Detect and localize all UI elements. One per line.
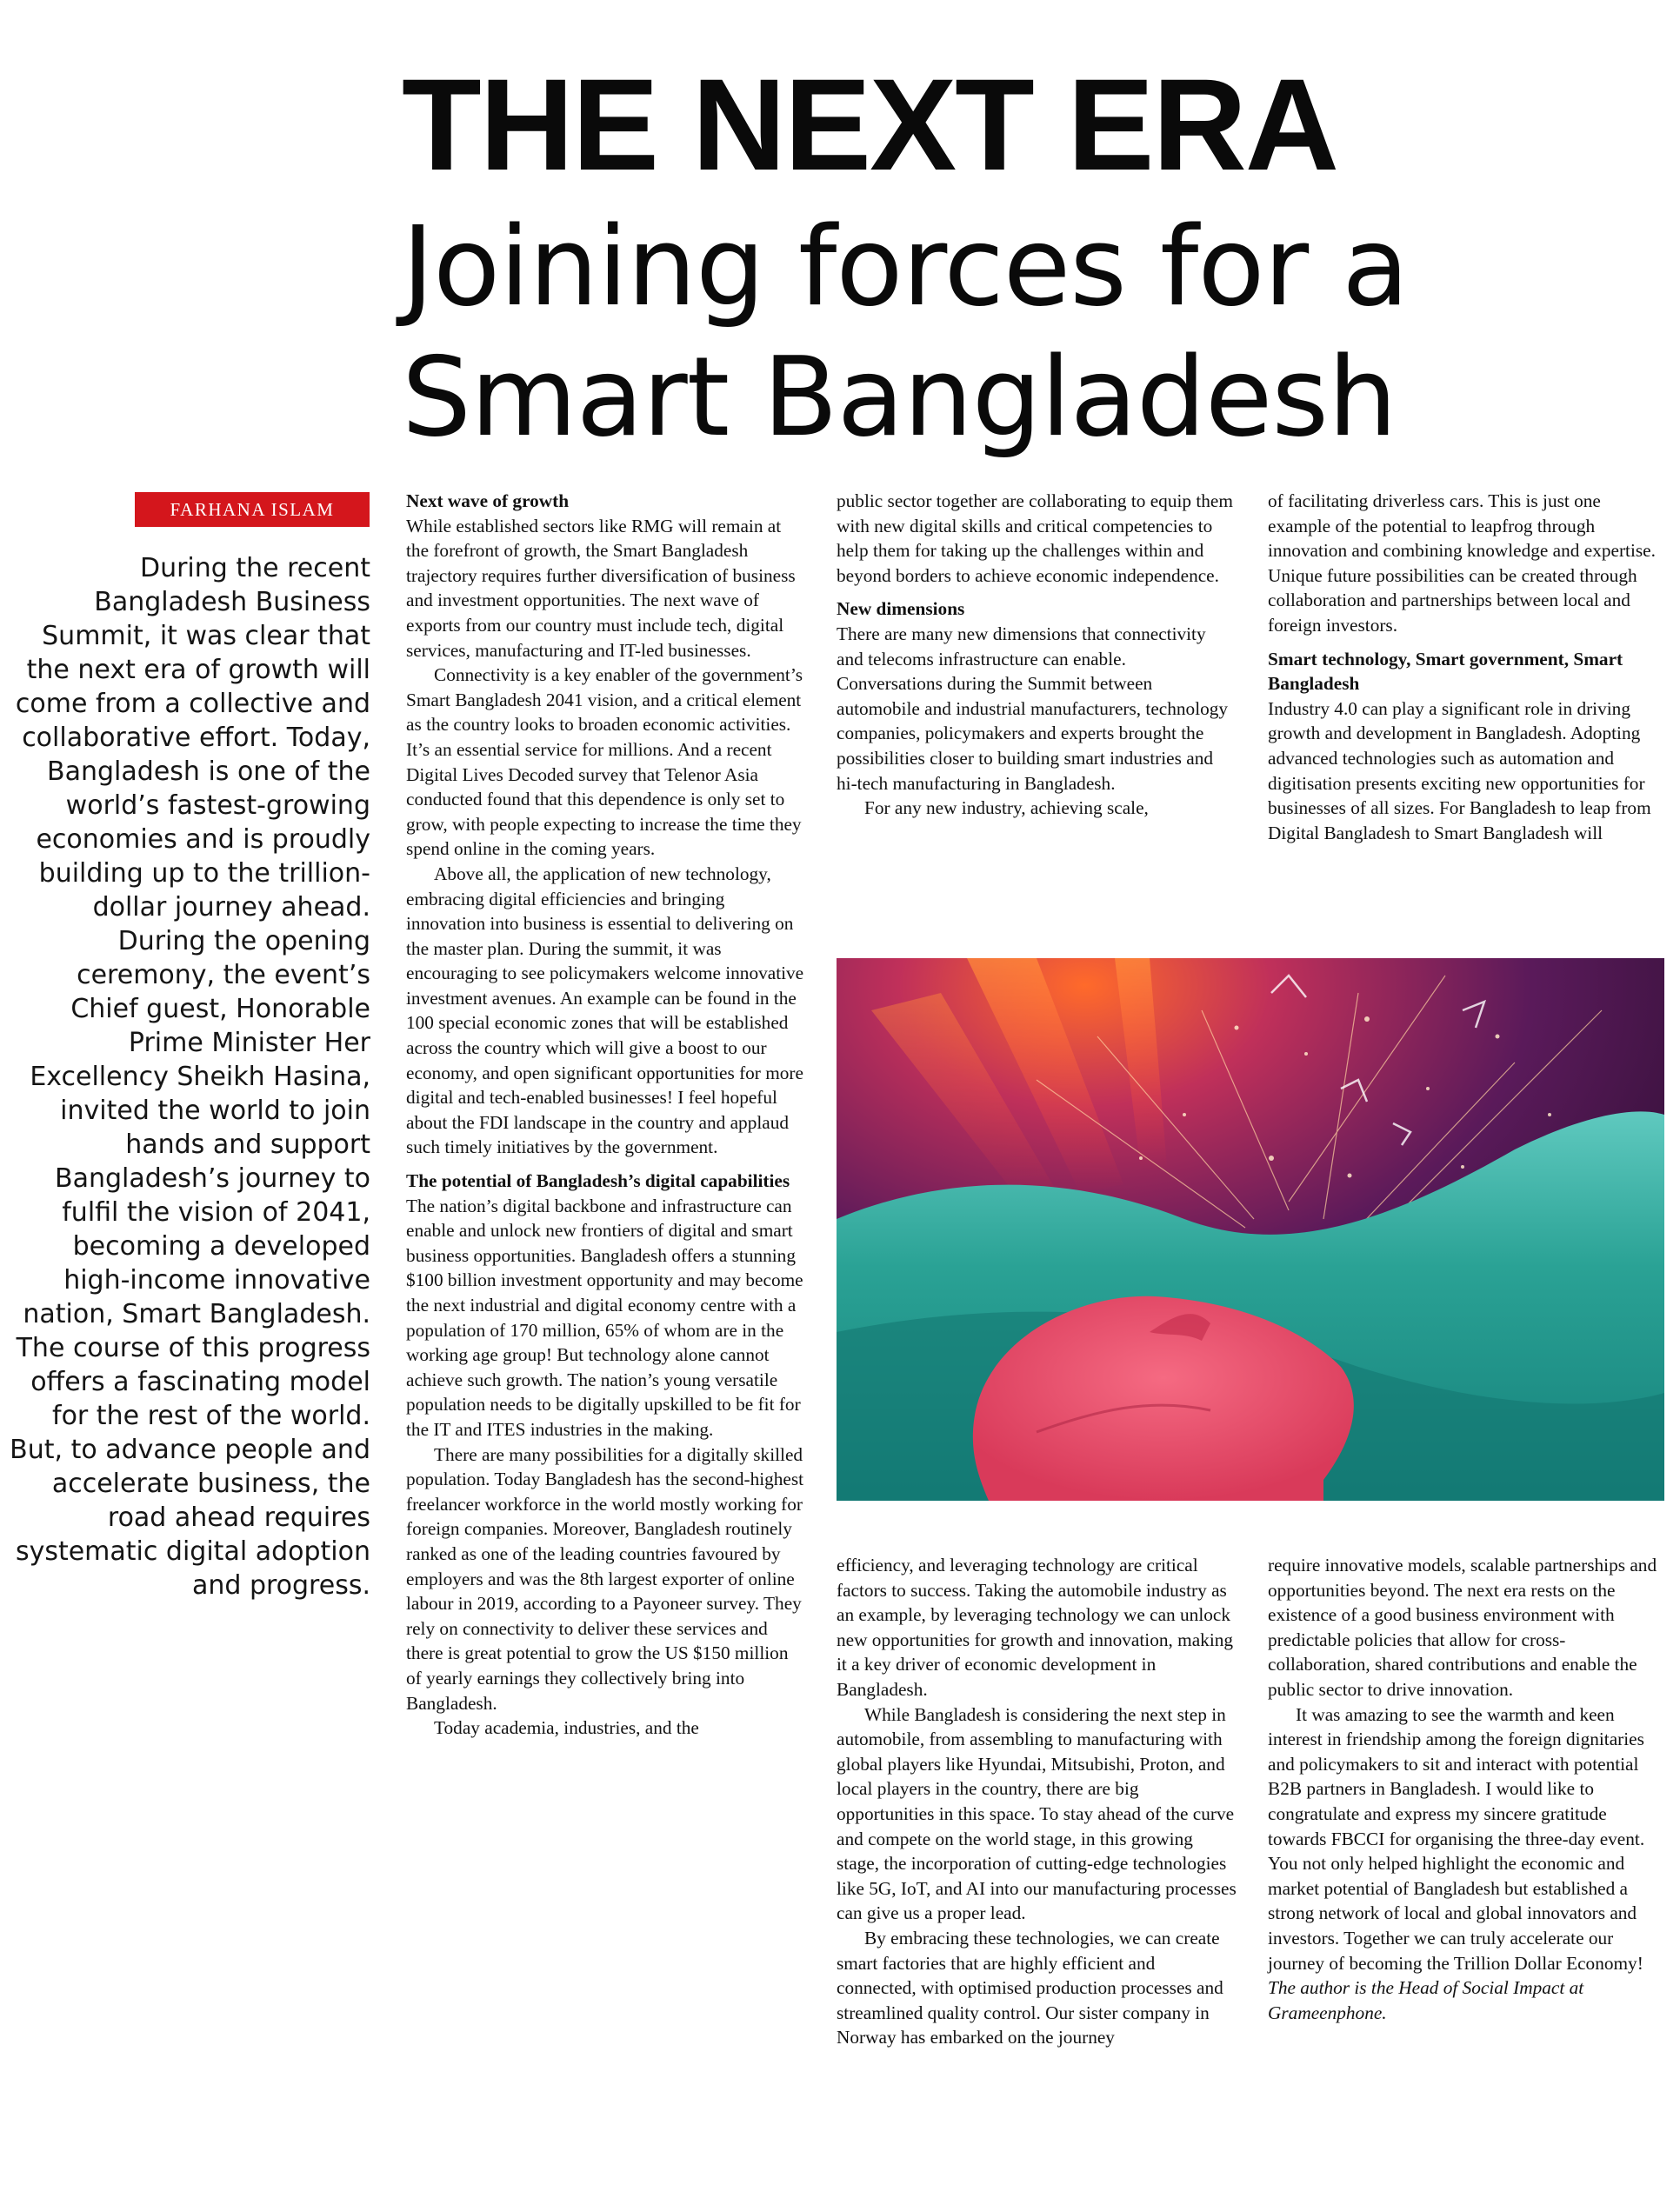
article-column-3-bottom xyxy=(1268,1553,1668,2025)
paragraph: Connectivity is a key enabler of the government’s Smart Bangladesh 2041 vision, and a critical element as the country looks to broaden economic activities. It’s an essential service for millions. And a recent Digital Lives Decoded survey that Telenor Asia conducted found that this dependence is only set to grow, with people expecting to increase the time they spend online in the coming years. xyxy=(406,664,803,860)
paragraph: of facilitating driverless cars. This is just one example of the potential to leapfrog through innovation and combining knowledge and expertise. Unique future possibilities can be created through collaboration and partnerships between local and foreign investors. xyxy=(1268,490,1656,636)
subhead-new-dimensions: New dimensions xyxy=(837,598,965,620)
paragraph: public sector together are collaborating to equip them with new digital skills and critical competencies to help them for taking up the challenges within and beyond borders to achieve economic independence. xyxy=(837,490,1233,586)
headline-line-1: Joining forces for a xyxy=(402,203,1409,330)
paragraph: Industry 4.0 can play a significant role in driving growth and development in Bangladesh. Adopting advanced technologies such as automation and digitisation presents exciting new opportunities for businesses of all sizes. For Bangladesh to leap from Digital Bangladesh to Smart Bangladesh will xyxy=(1268,697,1651,843)
paragraph: While Bangladesh is considering the next step in automobile, from assembling to manufacturing with global players like Hyundai, Mitsubishi, Proton, and local players in the country, there are big opportunities in this space. To stay ahead of the curve and compete on the world stage, in this growing stage, the incorporation of cutting-edge technologies like 5G, IoT, and AI into our manufacturing processes can give us a proper lead. xyxy=(837,1703,1237,1924)
paragraph: For any new industry, achieving scale, xyxy=(864,797,1149,819)
byline: FARHANA ISLAM xyxy=(135,492,370,527)
intro-text: During the recent Bangladesh Business Summit, it was clear that the next era of growth will come from a collective and collaborative effort. Today, Bangladesh is one of the world’s fastest-growing economies and is proudly building up to the trillion-dollar journey ahead. During the opening ceremony, the event’s Chief guest, Honorable Prime Minister Her Excellency Sheikh Hasina, invited the world to join hands and support Bangladesh’s journey to fulfil the vision of 2041, becoming a developed high-income innovative nation, Smart Bangladesh. The course of this progress offers a fascinating model for the rest of the world. But, to advance people and accelerate business, the road ahead requires systematic digital adoption and progress. xyxy=(10,553,370,1601)
subhead-next-wave: Next wave of growth xyxy=(406,490,570,511)
paragraph: It was amazing to see the warmth and keen interest in friendship among the foreign dignitaries and policymakers to sit and interact with potential B2B partners in Bangladesh. I would like to congratulate and express my sincere gratitude towards FBCCI for organising the three-day event. You not only helped highlight the economic and market potential of Bangladesh but established a strong network of local and global innovators and investors. Together we can truly accelerate our journey of becoming the Trillion Dollar Economy! xyxy=(1268,1703,1645,1974)
paragraph: There are many new dimensions that connectivity and telecoms infrastructure can enable. Conversations during the Summit between automobile and industrial manufacturers, technology companies, policymakers and experts brought the possibilities closer to building smart industries and hi-tech manufacturing in Bangladesh. xyxy=(837,623,1229,794)
paragraph: Today academia, industries, and the xyxy=(434,1717,699,1739)
paragraph: efficiency, and leveraging technology are critical factors to success. Taking the automobile industry as an example, by leveraging technology we can unlock new opportunities for growth and innovation, making it a key driver of economic development in Bangladesh. xyxy=(837,1555,1234,1700)
article-column-3-top xyxy=(1268,489,1668,845)
paragraph: There are many possibilities for a digitally skilled population. Today Bangladesh has the second-highest freelancer workforce in the world mostly working for foreign companies. Moreover, Bangladesh routinely ranked as one of the leading countries favoured by employers and was the 8th largest exporter of online labour in 2019, according to a Payoneer survey. They rely on connectivity to deliver these services and there is great potential to grow the US $150 million of yearly earnings they collectively bring into Bangladesh. xyxy=(406,1443,804,1714)
kicker: THE NEXT ERA xyxy=(402,51,1338,197)
subhead-smart-tech: Smart technology, Smart government, Smart Bangladesh xyxy=(1268,648,1623,695)
article-column-1 xyxy=(406,489,808,1741)
article-column-2-top xyxy=(837,489,1237,821)
article-column-2-bottom xyxy=(837,1553,1237,2050)
headline xyxy=(402,202,1445,463)
subhead-potential: The potential of Bangladesh’s digital capabilities xyxy=(406,1170,790,1192)
author-credit: The author is the Head of Social Impact at Grameenphone. xyxy=(1268,1977,1584,2023)
paragraph: require innovative models, scalable partnerships and opportunities beyond. The next era rests on the existence of a good business environment with predictable policies that allow for cross-collaboration, shared contributions and enable the public sector to drive innovation. xyxy=(1268,1555,1657,1700)
paragraph: While established sectors like RMG will remain at the forefront of growth, the Smart Bangladesh trajectory requires further diversification of business and investment opportunities. The next wave of exports from our country must include tech, digital services, manufacturing and IT-led businesses. xyxy=(406,515,796,661)
paragraph: By embracing these technologies, we can create smart factories that are highly efficient and connected, with optimised production processes and streamlined quality control. Our sister company in Norway has embarked on the journey xyxy=(837,1927,1223,2048)
flag-tech-illustration xyxy=(837,958,1664,1501)
paragraph: Above all, the application of new technology, embracing digital efficiencies and bringing innovation into business is essential to delivering on the master plan. During the summit, it was encouraging to see policymakers welcome innovative investment avenues. An example can be found in the 100 special economic zones that will be established across the country which will give a boost to our economy, and open significant opportunities for more digital and tech-enabled businesses! I feel hopeful about the FDI landscape in the country and applaud such timely initiatives by the government. xyxy=(406,863,804,1158)
headline-line-2: Smart Bangladesh xyxy=(402,333,1397,461)
paragraph: The nation’s digital backbone and infrastructure can enable and unlock new frontiers of digital and smart business opportunities. Bangladesh offers a stunning $100 billion investment opportunity and may become the next industrial and digital economy centre with a population of 170 million, 65% of whom are in the working age group! But technology alone cannot achieve such growth. The nation’s young versatile population needs to be digitally upskilled to be fit for the IT and ITES industries in the making. xyxy=(406,1195,803,1440)
flag-tech-photo xyxy=(837,958,1664,1501)
